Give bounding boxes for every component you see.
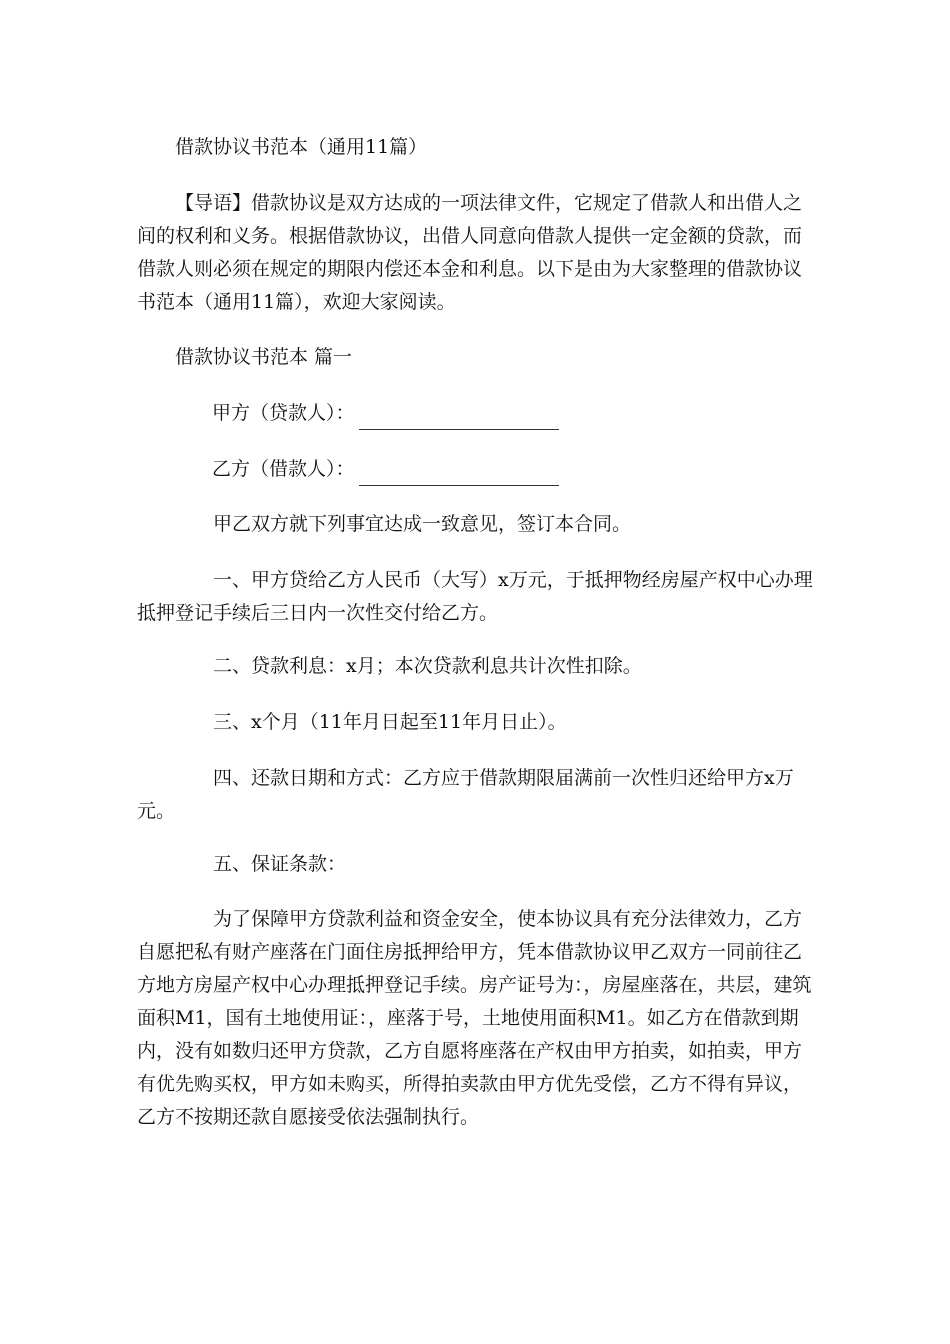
party-a-field (212, 397, 559, 430)
clause-5-heading: 五、保证条款： (213, 853, 347, 875)
clause-4: 四、还款日期和方式：乙方应于借款期限届满前一次性归还给甲方x万元。 (137, 767, 794, 822)
clause-2: 二、贷款利息：x月；本次贷款利息共计次性扣除。 (213, 655, 642, 677)
clause-3: 三、x个月（11年月日起至11年月日止）。 (213, 711, 567, 733)
agreement-line: 甲乙双方就下列事宜达成一致意见，签订本合同。 (213, 513, 632, 535)
party-a-blank-line (359, 407, 559, 430)
intro-paragraph: 【导语】借款协议是双方达成的一项法律文件，它规定了借款人和出借人之间的权利和义务。根据借款协议，出借人同意向借款人提供一定金额的贷款，而借款人则必须在规定的期限内偿还本金和利息。以下是由为大家整理的借款协议书范本（通用11篇），欢迎大家阅读。 (137, 192, 803, 313)
clause-1: 一、甲方贷给乙方人民币（大写）x万元，于抵押物经房屋产权中心办理抵押登记手续后三日内一次性交付给乙方。 (137, 569, 813, 624)
party-b-field (212, 453, 559, 486)
party-a-label: 甲方（贷款人）： (212, 402, 355, 424)
section-heading: 借款协议书范本 篇一 (175, 346, 353, 368)
clause-5-body: 为了保障甲方贷款利益和资金安全，使本协议具有充分法律效力，乙方自愿把私有财产座落在门面住房抵押给甲方，凭本借款协议甲乙双方一同前往乙方地方房屋产权中心办理抵押登记手续。房产证号为：，房屋座落在，共层，建筑面积M1，国有土地使用证：，座落于号，土地使用面积M1。如乙方在借款到期内，没有如数归还甲方贷款，乙方自愿将座落在产权由甲方拍卖，如拍卖，甲方有优先购买权，甲方如未购买，所得拍卖款由甲方优先受偿，乙方不得有异议，乙方不按期还款自愿接受依法强制执行。 (137, 908, 812, 1128)
party-b-blank-line (359, 463, 559, 486)
document-title: 借款协议书范本（通用11篇） (175, 136, 428, 158)
party-b-label: 乙方（借款人）： (212, 458, 355, 480)
